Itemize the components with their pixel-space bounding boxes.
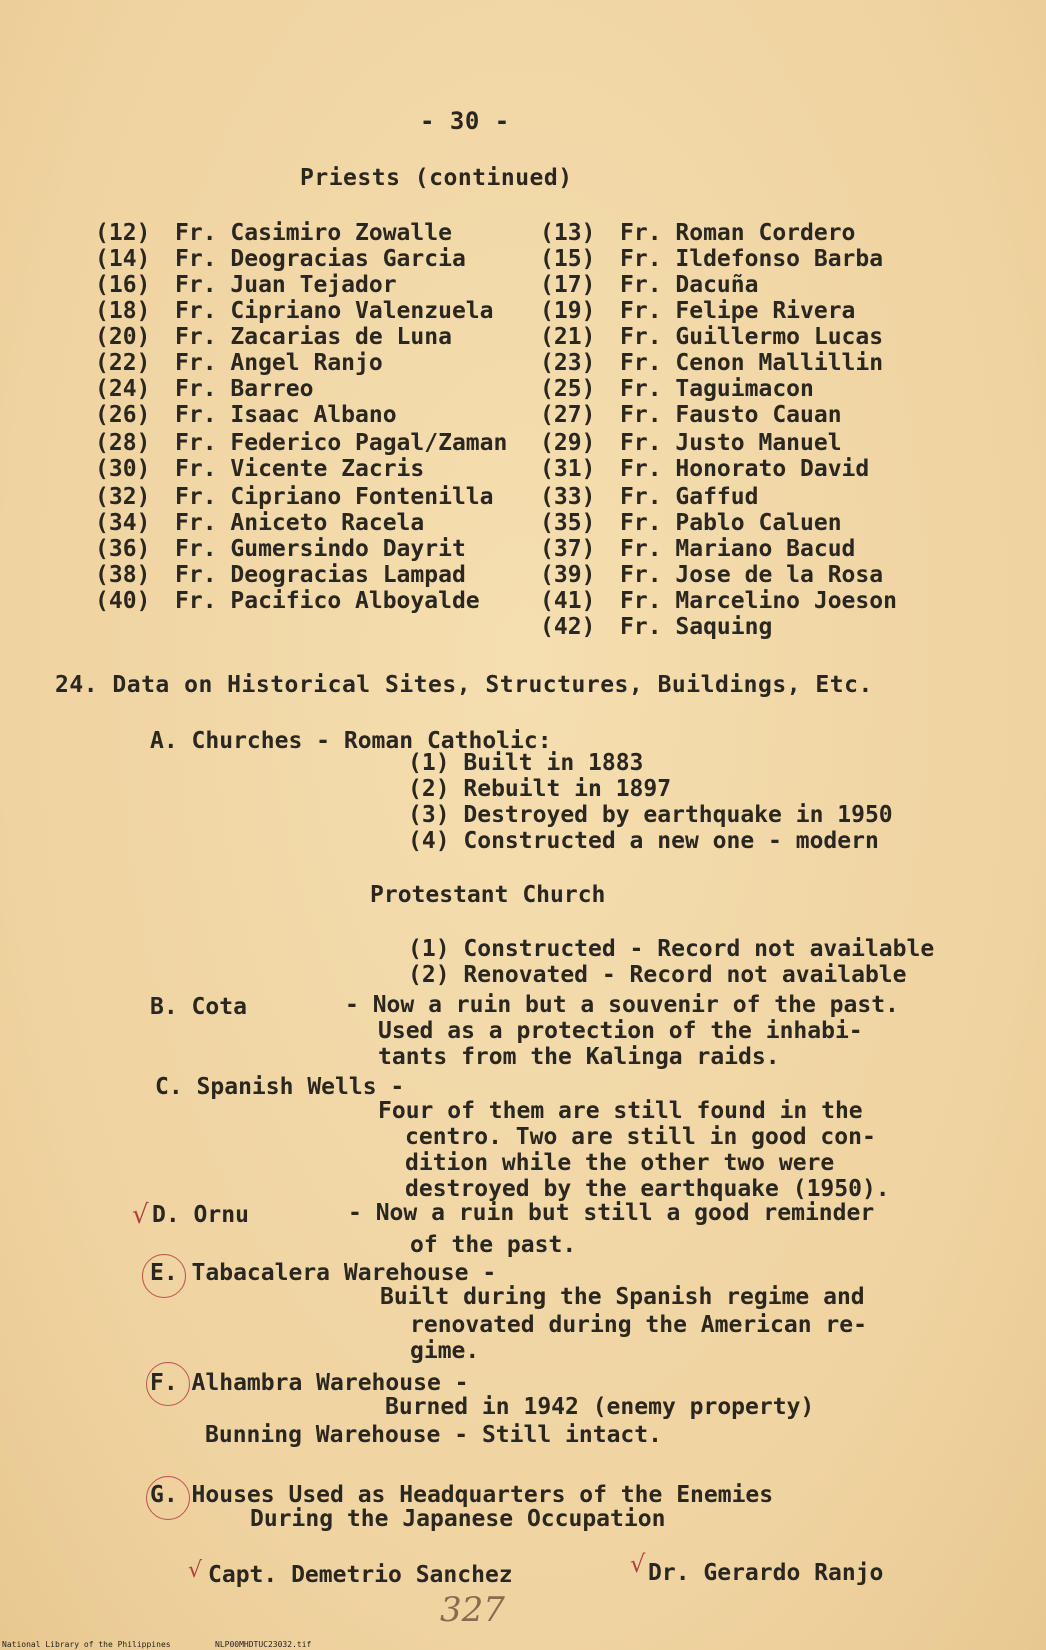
- priest-name: Fr. Felipe Rivera: [620, 298, 856, 324]
- priest-row: [95, 536, 975, 562]
- priest-name: Fr. Federico Pagal/Zaman: [175, 430, 508, 456]
- priest-name: Fr. Mariano Bacud: [620, 536, 856, 562]
- priest-name: Fr. Isaac Albano: [175, 402, 397, 428]
- priest-number: (39): [540, 562, 596, 588]
- church-item: (4) Constructed a new one - modern: [408, 828, 879, 854]
- priest-name: Fr. Gaffud: [620, 484, 759, 510]
- priest-name: Fr. Pacifico Alboyalde: [175, 588, 480, 614]
- tabacalera-text: gime.: [410, 1338, 480, 1364]
- priest-number: (21): [540, 324, 596, 350]
- priest-number: (12): [95, 220, 151, 246]
- priest-name: Fr. Gumersindo Dayrit: [175, 536, 466, 562]
- priest-number: (18): [95, 298, 151, 324]
- priest-row: [95, 376, 975, 402]
- priest-name: Fr. Honorato David: [620, 456, 870, 482]
- page-heading: Priests (continued): [300, 165, 573, 191]
- priest-name: Fr. Cenon Mallillin: [620, 350, 884, 376]
- priest-row: [95, 430, 975, 456]
- church-item: (2) Rebuilt in 1897: [408, 776, 672, 802]
- protestant-item: (2) Renovated - Record not available: [408, 962, 907, 988]
- priest-number: (23): [540, 350, 596, 376]
- priest-number: (38): [95, 562, 151, 588]
- ornu-text: - Now a ruin but still a good reminder: [348, 1200, 875, 1226]
- priest-number: (16): [95, 272, 151, 298]
- priest-row: [95, 614, 975, 640]
- priest-number: (32): [95, 484, 151, 510]
- tabacalera-text: Built during the Spanish regime and: [380, 1284, 865, 1310]
- priest-name: Fr. Vicente Zacris: [175, 456, 425, 482]
- alhambra-text: Burned in 1942 (enemy property): [385, 1394, 815, 1420]
- priest-number: (33): [540, 484, 596, 510]
- handwritten-page-number: 327: [440, 1590, 505, 1630]
- priest-number: (19): [540, 298, 596, 324]
- priest-name: Fr. Juan Tejador: [175, 272, 397, 298]
- priest-number: (15): [540, 246, 596, 272]
- priest-name: Fr. Zacarias de Luna: [175, 324, 452, 350]
- wells-text: dition while the other two were: [405, 1150, 835, 1176]
- tabacalera-label: E. Tabacalera Warehouse -: [150, 1260, 497, 1286]
- priest-name: Fr. Justo Manuel: [620, 430, 842, 456]
- priest-name: Fr. Deogracias Garcia: [175, 246, 466, 272]
- priest-number: (13): [540, 220, 596, 246]
- priest-number: (20): [95, 324, 151, 350]
- priest-row: [95, 246, 975, 272]
- priest-name: Fr. Aniceto Racela: [175, 510, 425, 536]
- check-mark-icon: √: [630, 1550, 646, 1578]
- check-mark-icon: √: [132, 1200, 149, 1230]
- priest-number: (17): [540, 272, 596, 298]
- wells-label: C. Spanish Wells -: [155, 1074, 405, 1100]
- footer-filename: NLP00MHDTUC23032.tif: [215, 1640, 312, 1649]
- alhambra-label: F. Alhambra Warehouse -: [150, 1370, 469, 1396]
- priest-number: (14): [95, 246, 151, 272]
- annotation-circle: [146, 1476, 190, 1520]
- priest-number: (40): [95, 588, 151, 614]
- priest-name: Fr. Pablo Caluen: [620, 510, 842, 536]
- churches-label: A. Churches - Roman Catholic:: [150, 728, 552, 754]
- house-owner-left: Capt. Demetrio Sanchez: [208, 1562, 513, 1588]
- priest-number: (31): [540, 456, 596, 482]
- priest-number: (22): [95, 350, 151, 376]
- priest-row: [95, 272, 975, 298]
- protestant-item: (1) Constructed - Record not available: [408, 936, 935, 962]
- annotation-circle: [142, 1254, 186, 1298]
- church-item: (1) Built in 1883: [408, 750, 644, 776]
- priest-number: (34): [95, 510, 151, 536]
- priest-row: [95, 588, 975, 614]
- wells-text: Four of them are still found in the: [378, 1098, 863, 1124]
- priest-name: Fr. Fausto Cauan: [620, 402, 842, 428]
- priest-name: Fr. Dacuña: [620, 272, 759, 298]
- footer-library: National Library of the Philippines: [2, 1640, 171, 1649]
- annotation-circle: [146, 1362, 190, 1406]
- ornu-text: of the past.: [410, 1232, 577, 1258]
- priest-row: [95, 220, 975, 246]
- priest-number: (28): [95, 430, 151, 456]
- priest-row: [95, 484, 975, 510]
- houses-text: During the Japanese Occupation: [250, 1506, 666, 1532]
- priest-name: Fr. Saquing: [620, 614, 773, 640]
- priest-name: Fr. Casimiro Zowalle: [175, 220, 452, 246]
- ornu-label: D. Ornu: [152, 1202, 249, 1228]
- wells-text: destroyed by the earthquake (1950).: [405, 1176, 890, 1202]
- priest-name: Fr. Barreo: [175, 376, 314, 402]
- house-owner-right: Dr. Gerardo Ranjo: [648, 1560, 884, 1586]
- section-title: 24. Data on Historical Sites, Structures, Buildings, Etc.: [55, 672, 873, 698]
- priest-number: (24): [95, 376, 151, 402]
- priest-number: (30): [95, 456, 151, 482]
- priest-row: [95, 456, 975, 482]
- cota-text: - Now a ruin but a souvenir of the past.: [345, 992, 899, 1018]
- priest-name: Fr. Marcelino Joeson: [620, 588, 897, 614]
- priest-name: Fr. Taguimacon: [620, 376, 814, 402]
- priest-number: (37): [540, 536, 596, 562]
- tabacalera-text: renovated during the American re-: [410, 1312, 867, 1338]
- priest-number: (27): [540, 402, 596, 428]
- church-item: (3) Destroyed by earthquake in 1950: [408, 802, 893, 828]
- priest-number: (29): [540, 430, 596, 456]
- priest-name: Fr. Guillermo Lucas: [620, 324, 884, 350]
- houses-label: G. Houses Used as Headquarters of the Enemies: [150, 1482, 774, 1508]
- page-number: - 30 -: [420, 107, 510, 135]
- priest-number: (41): [540, 588, 596, 614]
- cota-text: Used as a protection of the inhabi-: [378, 1018, 863, 1044]
- priest-row: [95, 324, 975, 350]
- priest-number: (36): [95, 536, 151, 562]
- priest-row: [95, 298, 975, 324]
- cota-text: tants from the Kalinga raids.: [378, 1044, 780, 1070]
- priest-name: Fr. Roman Cordero: [620, 220, 856, 246]
- priest-row: [95, 350, 975, 376]
- priest-name: Fr. Cipriano Fontenilla: [175, 484, 494, 510]
- priest-name: Fr. Angel Ranjo: [175, 350, 383, 376]
- priest-name: Fr. Deogracias Lampad: [175, 562, 466, 588]
- wells-text: centro. Two are still in good con-: [405, 1124, 876, 1150]
- protestant-label: Protestant Church: [370, 882, 606, 908]
- priest-name: Fr. Cipriano Valenzuela: [175, 298, 494, 324]
- priest-name: Fr. Jose de la Rosa: [620, 562, 884, 588]
- priest-number: (26): [95, 402, 151, 428]
- priest-number: (35): [540, 510, 596, 536]
- alhambra-text: Bunning Warehouse - Still intact.: [205, 1422, 662, 1448]
- priest-number: (42): [540, 614, 596, 640]
- priest-row: [95, 562, 975, 588]
- priest-row: [95, 402, 975, 428]
- priest-number: (25): [540, 376, 596, 402]
- priest-name: Fr. Ildefonso Barba: [620, 246, 884, 272]
- cota-label: B. Cota: [150, 994, 247, 1020]
- priest-row: [95, 510, 975, 536]
- check-mark-icon: √: [188, 1558, 203, 1583]
